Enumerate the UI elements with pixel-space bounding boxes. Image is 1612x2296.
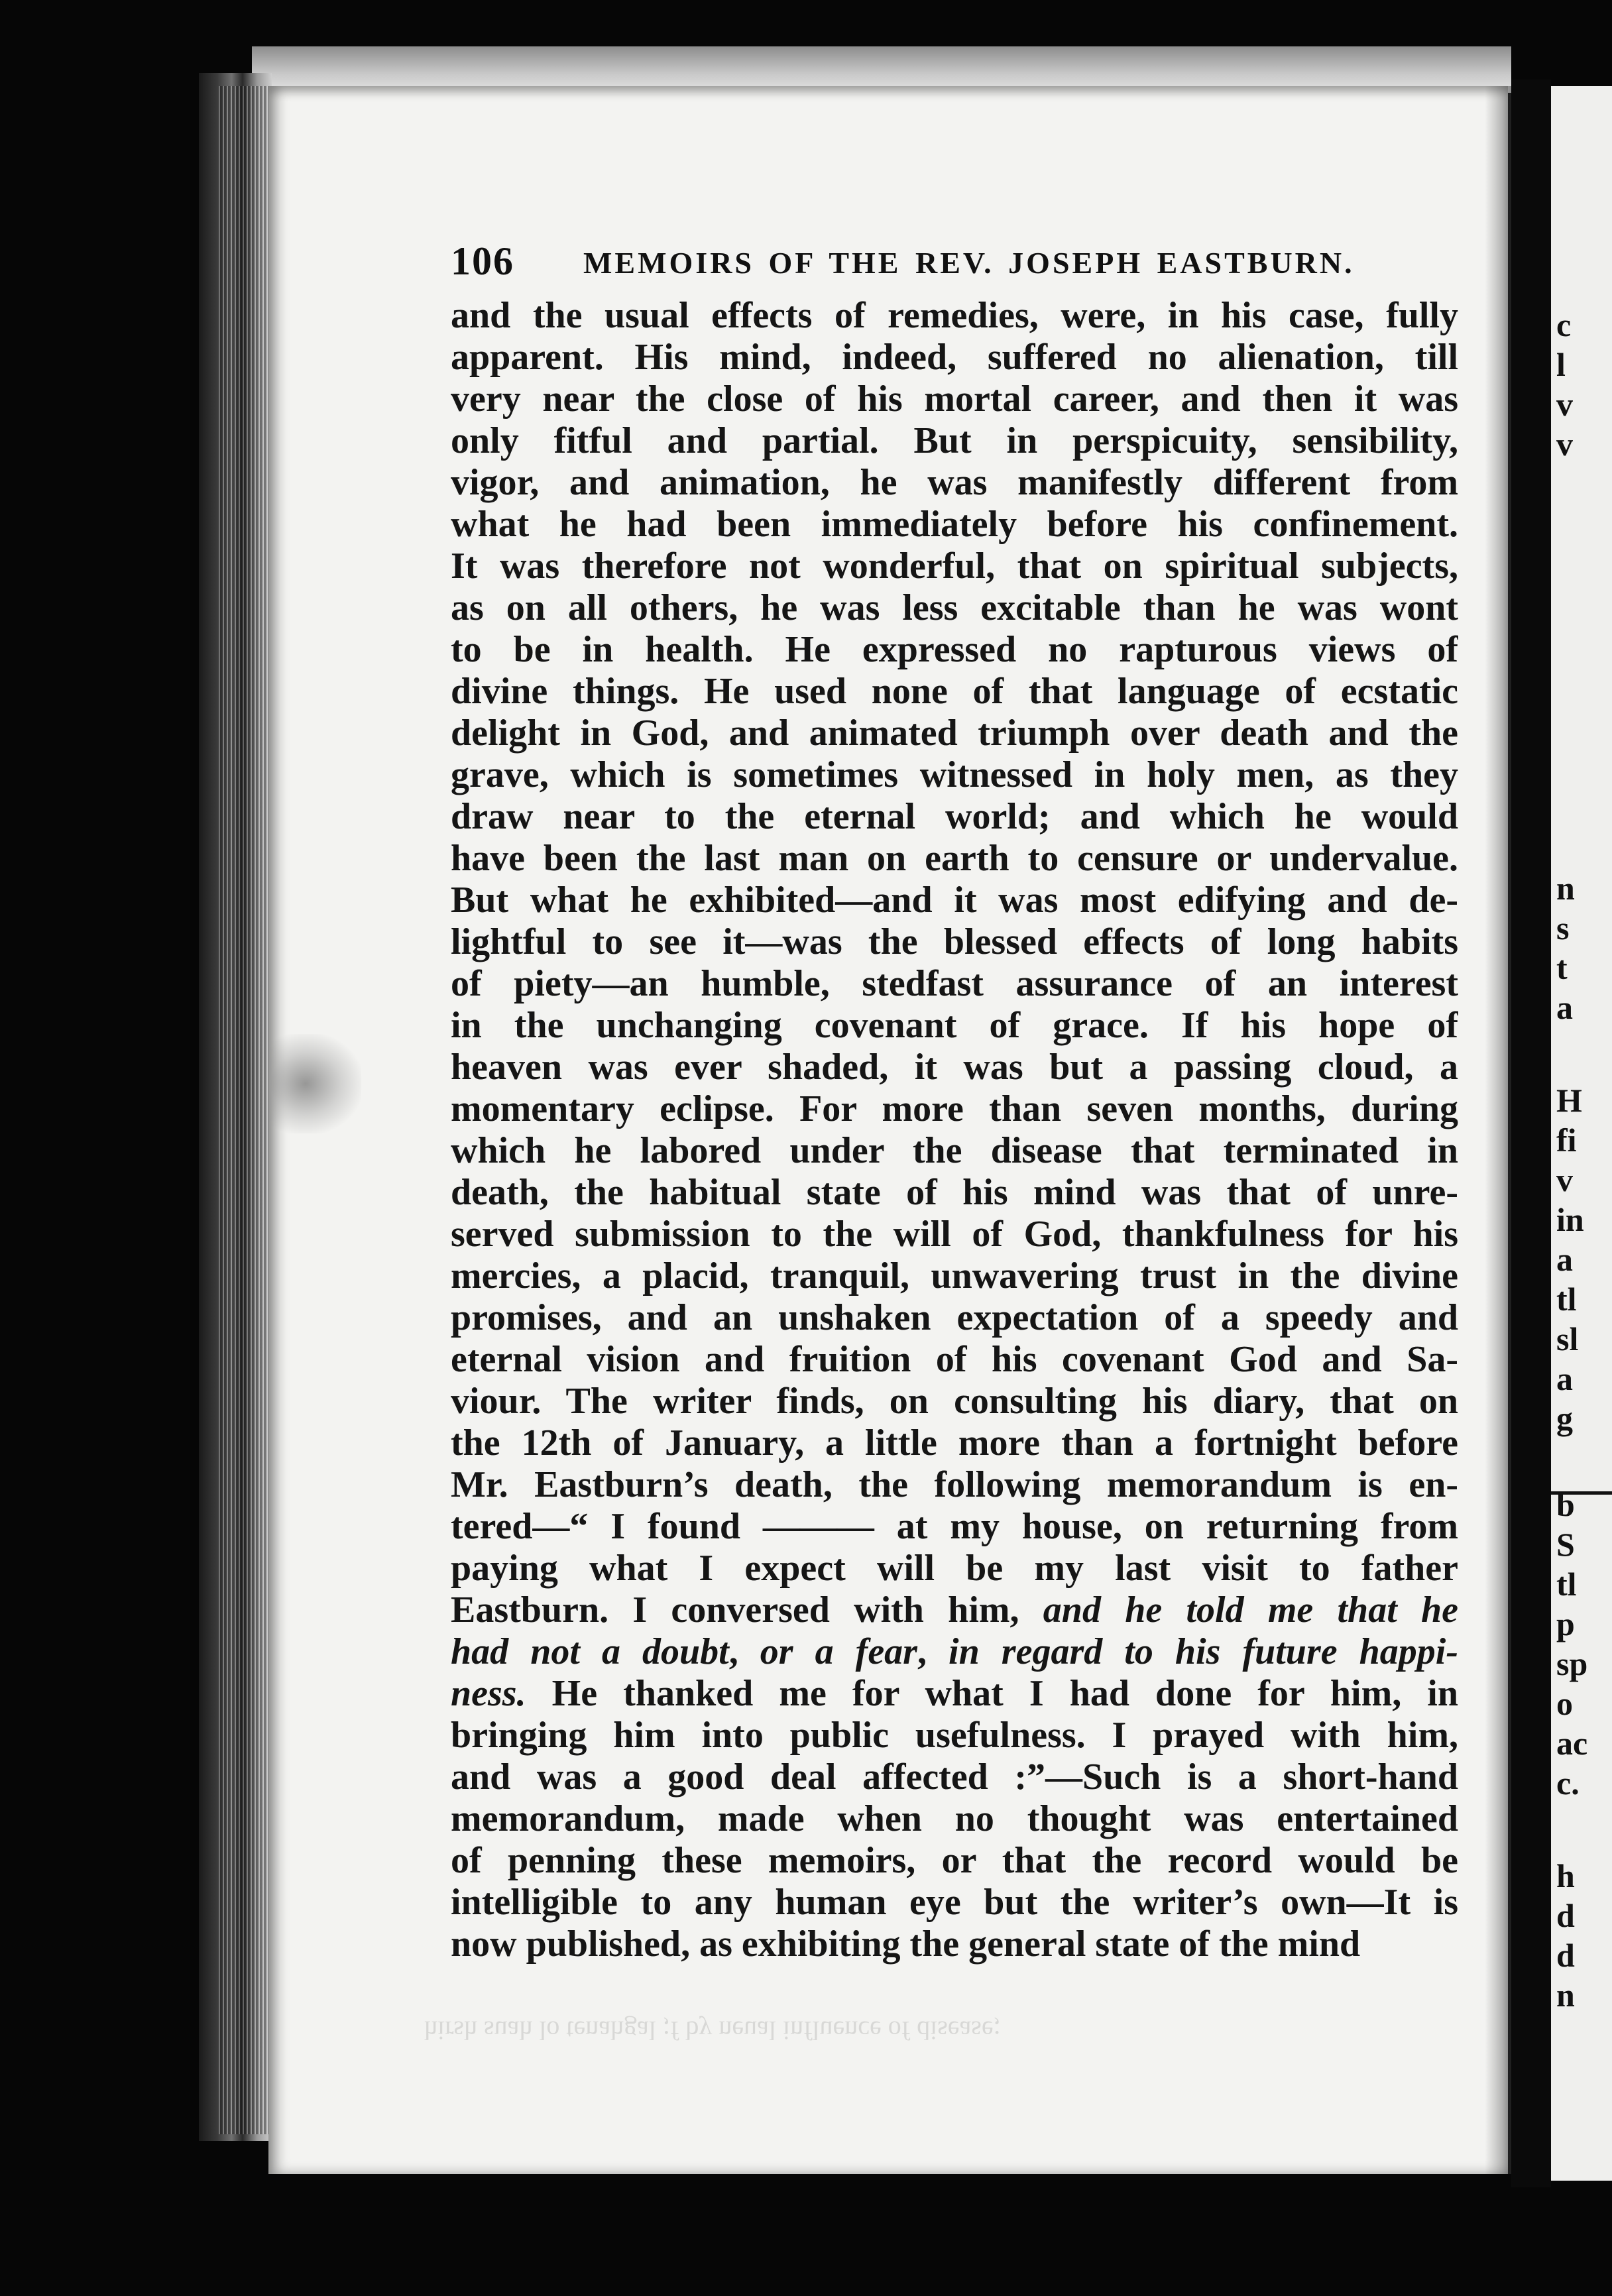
text-line <box>451 295 1458 337</box>
text-segment: and was a good deal affected :”—Such is a short-hand <box>451 1756 1458 1798</box>
facing-page-letter: d <box>1556 1897 1575 1934</box>
text-line <box>451 921 1458 963</box>
text-line <box>451 671 1458 713</box>
running-title: MEMOIRS OF THE REV. JOSEPH EASTBURN. <box>583 246 1355 280</box>
text-segment: death, the habitual state of his mind was that of unre- <box>451 1172 1458 1213</box>
facing-page-letter: ac <box>1556 1725 1588 1762</box>
text-line <box>451 754 1458 796</box>
text-line <box>451 462 1458 504</box>
facing-page-letter: v <box>1556 1161 1573 1198</box>
facing-page-letter: b <box>1556 1486 1575 1523</box>
text-line <box>451 1214 1458 1255</box>
text-segment: divine things. He used none of that language of ecstatic <box>451 671 1458 712</box>
text-segment: paying what I expect will be my last visit to father <box>451 1548 1458 1589</box>
italic-text: or a fear <box>760 1631 917 1672</box>
text-line <box>451 1047 1458 1088</box>
text-segment: have been the last man on earth to censure or undervalue. <box>451 838 1458 879</box>
facing-page-letter: sp <box>1556 1645 1588 1682</box>
facing-page-letter: n <box>1556 1977 1575 2014</box>
facing-page-letter: p <box>1556 1605 1575 1642</box>
italic-text: ness. <box>451 1673 526 1714</box>
text-segment: the 12th of January, a little more than a fortnight before <box>451 1422 1458 1464</box>
text-segment: Eastburn. I conversed with him, <box>451 1589 1043 1631</box>
text-line <box>451 1464 1458 1506</box>
text-segment: promises, and an unshaken expectation of a speedy and <box>451 1297 1458 1338</box>
facing-page-letter: a <box>1556 989 1573 1026</box>
page-edges <box>219 86 272 2134</box>
text-segment: bringing him into public usefulness. I prayed with him, <box>451 1715 1458 1756</box>
text-line <box>451 1923 1458 1965</box>
facing-page-letter: S <box>1556 1526 1575 1563</box>
text-segment: He thanked me for what I had done for him, in <box>526 1673 1458 1714</box>
text-line <box>451 1255 1458 1297</box>
facing-page-letter: h <box>1556 1857 1575 1894</box>
text-line <box>451 420 1458 462</box>
text-segment: delight in God, and animated triumph over death and the <box>451 713 1458 754</box>
text-segment: and the usual effects of remedies, were, in his case, fully <box>451 295 1458 336</box>
text-segment: , <box>728 1631 760 1672</box>
text-segment: as on all others, he was less excitable than he was wont <box>451 587 1458 628</box>
text-segment: viour. The writer finds, on consulting his diary, that on <box>451 1381 1458 1422</box>
text-line <box>451 1882 1458 1923</box>
facing-page-letter: tl <box>1556 1566 1577 1603</box>
text-segment: mercies, a placid, tranquil, unwavering trust in the divine <box>451 1255 1458 1296</box>
text-segment: what he had been immediately before his confinement. <box>451 504 1458 545</box>
text-line <box>451 1715 1458 1756</box>
facing-page-letter: c. <box>1556 1764 1580 1802</box>
body-text <box>451 295 1458 1965</box>
text-line <box>451 963 1458 1005</box>
facing-page-letter: g <box>1556 1400 1573 1437</box>
text-segment: of piety—an humble, stedfast assurance of an interest <box>451 963 1458 1004</box>
text-segment: of penning these memoirs, or that the record would be <box>451 1840 1458 1881</box>
text-segment: heaven was ever shaded, it was but a passing cloud, a <box>451 1047 1458 1088</box>
text-line <box>451 1631 1458 1673</box>
text-segment: lightful to see it—was the blessed effects of long habits <box>451 921 1458 962</box>
facing-page-letter: c <box>1556 306 1572 343</box>
facing-page-letter: n <box>1556 870 1575 907</box>
text-line <box>451 1798 1458 1840</box>
text-segment: apparent. His mind, indeed, suffered no alienation, till <box>451 337 1458 378</box>
facing-page-letter: s <box>1556 909 1570 947</box>
text-segment: But what he exhibited—and it was most edifying and de- <box>451 880 1458 921</box>
text-segment: , <box>917 1631 949 1672</box>
text-line <box>451 1130 1458 1172</box>
facing-page-letter: H <box>1556 1082 1582 1119</box>
text-segment: eternal vision and fruition of his covenant God and Sa- <box>451 1339 1458 1380</box>
facing-page-letter: v <box>1556 426 1573 463</box>
text-line <box>451 1339 1458 1381</box>
italic-text: and he told me that he <box>1043 1589 1458 1631</box>
text-line <box>451 1589 1458 1631</box>
text-line <box>451 545 1458 587</box>
text-line <box>451 504 1458 545</box>
page-number: 106 <box>451 239 514 283</box>
text-line <box>451 838 1458 880</box>
text-line <box>451 378 1458 420</box>
facing-page-fragment <box>1551 86 1612 2181</box>
text-line <box>451 713 1458 754</box>
text-line <box>451 1005 1458 1047</box>
text-line <box>451 1172 1458 1214</box>
text-segment: which he labored under the disease that terminated in <box>451 1130 1458 1171</box>
text-line <box>451 1422 1458 1464</box>
italic-text: in regard to his future happi- <box>949 1631 1458 1672</box>
facing-page-letter: l <box>1556 346 1566 383</box>
text-segment: now published, as exhibiting the general state of the mind <box>451 1923 1361 1965</box>
text-line <box>451 880 1458 921</box>
text-segment: It was therefore not wonderful, that on spiritual subjects, <box>451 545 1458 587</box>
facing-page-letter: fi <box>1556 1121 1577 1159</box>
italic-text: had not a doubt <box>451 1631 729 1672</box>
text-segment: memorandum, made when no thought was entertained <box>451 1798 1458 1839</box>
bleed-through-text: hirsh suah lo tenahgal ;f by neual influence of disease; <box>424 2016 1001 2045</box>
text-segment: draw near to the eternal world; and which he would <box>451 796 1458 837</box>
text-line <box>451 1381 1458 1422</box>
text-segment: in the unchanging covenant of grace. If his hope of <box>451 1005 1458 1046</box>
facing-page-letter: a <box>1556 1241 1573 1278</box>
running-head <box>451 239 1458 285</box>
text-line <box>451 587 1458 629</box>
text-line <box>451 1297 1458 1339</box>
water-stain <box>268 1034 361 1133</box>
text-segment: vigor, and animation, he was manifestly different from <box>451 462 1458 503</box>
facing-page-letter: tl <box>1556 1281 1577 1318</box>
text-segment: very near the close of his mortal career, and then it was <box>451 378 1458 420</box>
text-line <box>451 337 1458 378</box>
page-fold-shadow <box>1485 86 1511 2174</box>
text-line <box>451 1506 1458 1548</box>
facing-page-letter: in <box>1556 1201 1584 1238</box>
gutter <box>1511 80 1551 2187</box>
text-segment: Mr. Eastburn’s death, the following memorandum is en- <box>451 1464 1458 1505</box>
text-line <box>451 1673 1458 1715</box>
text-line <box>451 796 1458 838</box>
text-segment: to be in health. He expressed no rapturous views of <box>451 629 1458 670</box>
text-segment: tered—“ I found ——— at my house, on returning from <box>451 1506 1458 1547</box>
text-segment: intelligible to any human eye but the writer’s own—It is <box>451 1882 1458 1923</box>
facing-page-letter: d <box>1556 1937 1575 1974</box>
facing-page-letter: a <box>1556 1360 1573 1397</box>
text-segment: grave, which is sometimes witnessed in holy men, as they <box>451 754 1458 795</box>
text-line <box>451 1756 1458 1798</box>
facing-page-letter: v <box>1556 386 1573 423</box>
text-segment: momentary eclipse. For more than seven months, during <box>451 1088 1458 1129</box>
text-line <box>451 1548 1458 1589</box>
text-line <box>451 1840 1458 1882</box>
text-line <box>451 1088 1458 1130</box>
facing-page-letter: sl <box>1556 1320 1579 1357</box>
facing-page-letter: t <box>1556 949 1568 986</box>
text-segment: only fitful and partial. But in perspicuity, sensibility, <box>451 420 1458 461</box>
facing-page-letter: o <box>1556 1685 1573 1722</box>
text-line <box>451 629 1458 671</box>
text-segment: served submission to the will of God, thankfulness for his <box>451 1214 1458 1255</box>
